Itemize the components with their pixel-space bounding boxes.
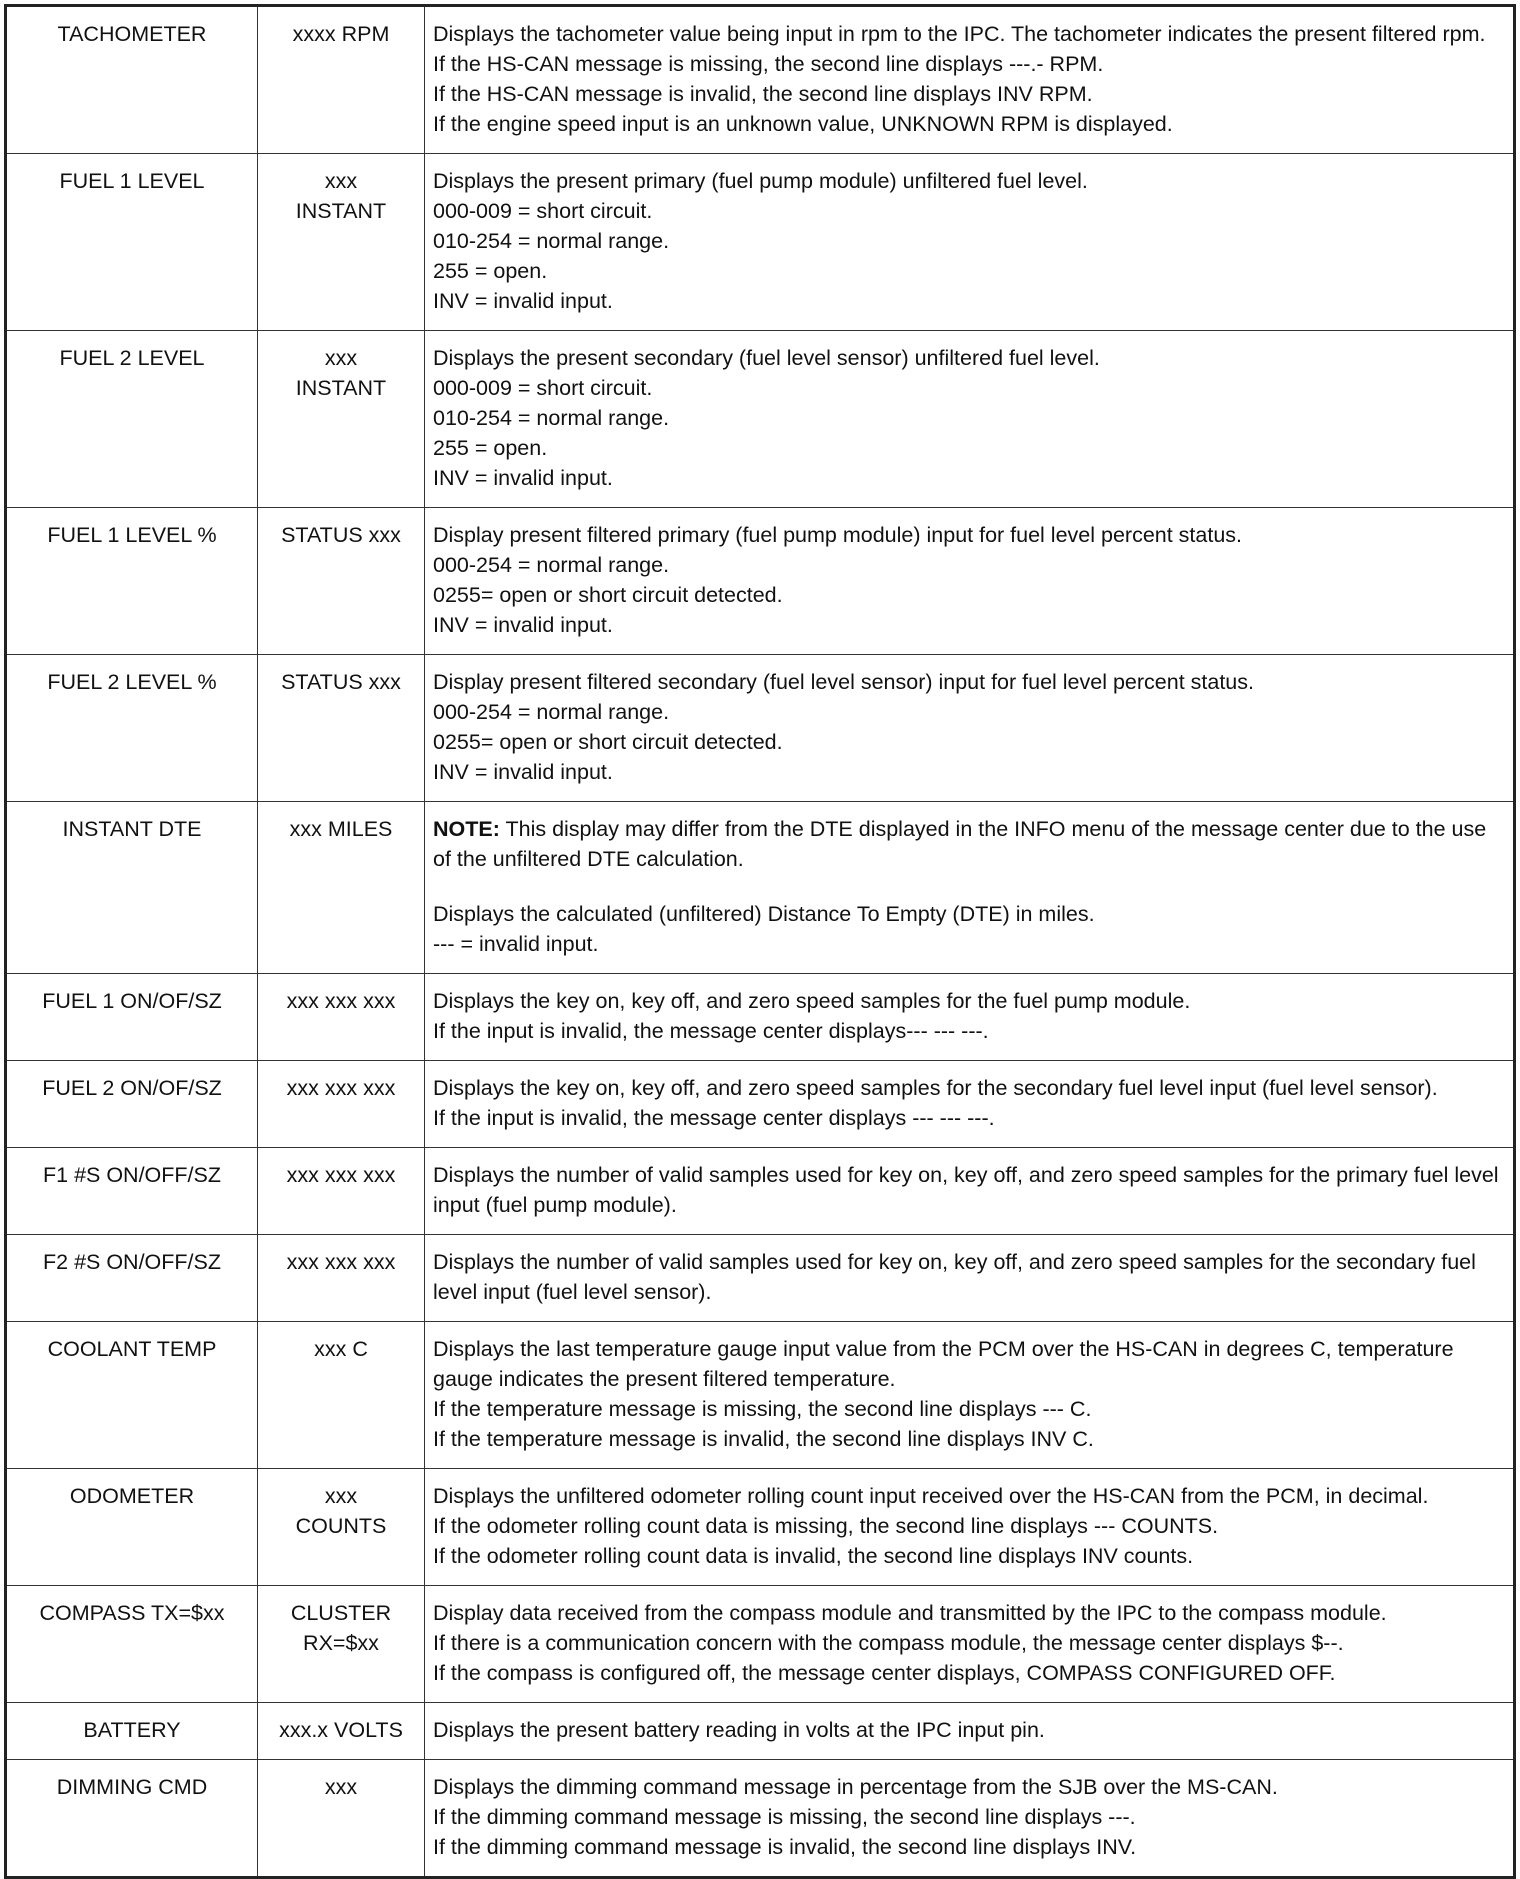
description — [425, 1235, 1515, 1322]
description-line: 0255= open or short circuit detected. — [433, 730, 783, 754]
description-line: 010-254 = normal range. — [433, 406, 670, 430]
parameter-name: COOLANT TEMP — [6, 1322, 258, 1469]
value-format — [258, 1469, 425, 1586]
description-line: Displays the dimming command message in percentage from the SJB over the MS-CAN. — [433, 1775, 1278, 1799]
value-format — [258, 1760, 425, 1878]
description-line: Display present filtered primary (fuel pump module) input for fuel level percent status. — [433, 523, 1243, 547]
description-line: If the HS-CAN message is invalid, the second line displays INV RPM. — [433, 82, 1093, 106]
description — [425, 655, 1515, 802]
description-line: If the dimming command message is invalid, the second line displays INV. — [433, 1835, 1137, 1859]
description-line: Displays the number of valid samples used for key on, key off, and zero speed samples for the secondary fuel level input (fuel level sensor). — [433, 1250, 1476, 1304]
value-format — [258, 1703, 425, 1760]
description-line: INV = invalid input. — [433, 289, 613, 313]
description-line: If the temperature message is invalid, the second line displays INV C. — [433, 1427, 1094, 1451]
value-format-line: xxx xxx xxx — [286, 1076, 396, 1100]
description-line: Displays the key on, key off, and zero speed samples for the fuel pump module. — [433, 989, 1191, 1013]
description-line: Displays the number of valid samples used for key on, key off, and zero speed samples for the primary fuel level input (fuel pump module). — [433, 1163, 1499, 1217]
parameter-name: COMPASS TX=$xx — [6, 1586, 258, 1703]
value-format — [258, 1586, 425, 1703]
value-format-line: xxx — [324, 346, 358, 370]
parameter-table — [4, 4, 1516, 1879]
value-format — [258, 1235, 425, 1322]
parameter-name: FUEL 2 LEVEL % — [6, 655, 258, 802]
description — [425, 1469, 1515, 1586]
description-line: Displays the calculated (unfiltered) Distance To Empty (DTE) in miles. — [433, 902, 1095, 926]
description-line: 000-009 = short circuit. — [433, 199, 653, 223]
parameter-name: FUEL 2 ON/OF/SZ — [6, 1061, 258, 1148]
table-row-f1-s-on-off-sz — [6, 1148, 1515, 1235]
value-format-line: xxxx RPM — [292, 22, 390, 46]
table-row-coolant-temp — [6, 1322, 1515, 1469]
table-row-tachometer — [6, 6, 1515, 154]
value-format-line: xxx xxx xxx — [286, 1250, 396, 1274]
description — [425, 1760, 1515, 1878]
description-line: INV = invalid input. — [433, 613, 613, 637]
description-line: INV = invalid input. — [433, 466, 613, 490]
description-line: If the odometer rolling count data is invalid, the second line displays INV counts. — [433, 1544, 1194, 1568]
description — [425, 331, 1515, 508]
description-line: Displays the key on, key off, and zero speed samples for the secondary fuel level input (fuel level sensor). — [433, 1076, 1438, 1100]
description-line: If there is a communication concern with the compass module, the message center displays $--. — [433, 1631, 1344, 1655]
description-line: 255 = open. — [433, 436, 548, 460]
table-row-fuel-2-level — [6, 655, 1515, 802]
parameter-table-body — [6, 6, 1515, 1878]
parameter-name: DIMMING CMD — [6, 1760, 258, 1878]
value-format — [258, 154, 425, 331]
description-line: 000-009 = short circuit. — [433, 376, 653, 400]
table-row-f2-s-on-off-sz — [6, 1235, 1515, 1322]
value-format-line: CLUSTER — [290, 1601, 392, 1625]
description-line: If the odometer rolling count data is missing, the second line displays --- COUNTS. — [433, 1514, 1219, 1538]
value-format — [258, 508, 425, 655]
parameter-name: ODOMETER — [6, 1469, 258, 1586]
description-line: 0255= open or short circuit detected. — [433, 583, 783, 607]
value-format-line: xxx xxx xxx — [286, 989, 396, 1013]
table-row-fuel-2-on-of-sz — [6, 1061, 1515, 1148]
diagnostic-table-page — [4, 4, 1513, 1879]
description-line: 000-254 = normal range. — [433, 553, 670, 577]
parameter-name: BATTERY — [6, 1703, 258, 1760]
description-line: Displays the present primary (fuel pump module) unfiltered fuel level. — [433, 169, 1088, 193]
description — [425, 1148, 1515, 1235]
value-format-line: STATUS xxx — [281, 670, 401, 694]
value-format-line: xxx MILES — [289, 817, 393, 841]
value-format — [258, 331, 425, 508]
parameter-name: FUEL 2 LEVEL — [6, 331, 258, 508]
description-line: If the HS-CAN message is missing, the second line displays ---.- RPM. — [433, 52, 1104, 76]
table-row-fuel-1-level — [6, 508, 1515, 655]
description-line: If the dimming command message is missing, the second line displays ---. — [433, 1805, 1136, 1829]
description-line: Displays the tachometer value being input in rpm to the IPC. The tachometer indicates the present filtered rpm. — [433, 22, 1486, 46]
parameter-name: F2 #S ON/OFF/SZ — [6, 1235, 258, 1322]
value-format — [258, 1322, 425, 1469]
table-row-fuel-1-on-of-sz — [6, 974, 1515, 1061]
value-format-line: STATUS xxx — [281, 523, 401, 547]
note-label: NOTE: — [433, 817, 500, 841]
table-row-instant-dte — [6, 802, 1515, 974]
parameter-name: FUEL 1 LEVEL % — [6, 508, 258, 655]
table-row-fuel-2-level — [6, 331, 1515, 508]
description-line: Displays the last temperature gauge input value from the PCM over the HS-CAN in degrees C, temperature gauge indicates the present filtered temperature. — [433, 1337, 1454, 1391]
parameter-name: TACHOMETER — [6, 6, 258, 154]
table-row-fuel-1-level — [6, 154, 1515, 331]
value-format-line: xxx xxx xxx — [286, 1163, 396, 1187]
table-row-compass-tx-xx — [6, 1586, 1515, 1703]
parameter-name: FUEL 1 ON/OF/SZ — [6, 974, 258, 1061]
value-format-line: xxx.x VOLTS — [279, 1718, 403, 1742]
note-paragraph — [433, 814, 1505, 874]
description — [425, 1322, 1515, 1469]
description-line: 255 = open. — [433, 259, 548, 283]
description-line: Display data received from the compass module and transmitted by the IPC to the compass module. — [433, 1601, 1387, 1625]
value-format — [258, 655, 425, 802]
description — [425, 802, 1515, 974]
table-row-odometer — [6, 1469, 1515, 1586]
description — [425, 1703, 1515, 1760]
table-row-dimming-cmd — [6, 1760, 1515, 1878]
value-format — [258, 1061, 425, 1148]
description-line: --- = invalid input. — [433, 932, 599, 956]
parameter-name: INSTANT DTE — [6, 802, 258, 974]
description-line: 010-254 = normal range. — [433, 229, 670, 253]
value-format-line: INSTANT — [295, 199, 387, 223]
description-line: INV = invalid input. — [433, 760, 613, 784]
value-format — [258, 1148, 425, 1235]
value-format-line: xxx — [324, 1775, 358, 1799]
description-line: 000-254 = normal range. — [433, 700, 670, 724]
table-row-battery — [6, 1703, 1515, 1760]
description — [425, 974, 1515, 1061]
description — [425, 1061, 1515, 1148]
description-line: Displays the present battery reading in volts at the IPC input pin. — [433, 1718, 1045, 1742]
description — [425, 1586, 1515, 1703]
description-line: If the engine speed input is an unknown value, UNKNOWN RPM is displayed. — [433, 112, 1173, 136]
parameter-name: FUEL 1 LEVEL — [6, 154, 258, 331]
value-format — [258, 802, 425, 974]
description-line: If the input is invalid, the message center displays--- --- ---. — [433, 1019, 989, 1043]
description-line: Displays the unfiltered odometer rolling count input received over the HS-CAN from the PCM, in decimal. — [433, 1484, 1429, 1508]
description-line: If the compass is configured off, the message center displays, COMPASS CONFIGURED OFF. — [433, 1661, 1336, 1685]
description-line: Displays the present secondary (fuel level sensor) unfiltered fuel level. — [433, 346, 1100, 370]
description-line: If the input is invalid, the message center displays --- --- ---. — [433, 1106, 995, 1130]
description — [425, 6, 1515, 154]
value-format-line: xxx — [324, 169, 358, 193]
value-format-line: COUNTS — [295, 1514, 387, 1538]
value-format-line: xxx — [324, 1484, 358, 1508]
note-text: This display may differ from the DTE displayed in the INFO menu of the message center due to the use of the unfiltered DTE calculation. — [433, 817, 1487, 871]
value-format — [258, 6, 425, 154]
description — [425, 508, 1515, 655]
value-format-line: INSTANT — [295, 376, 387, 400]
value-format — [258, 974, 425, 1061]
value-format-line: RX=$xx — [303, 1631, 379, 1655]
description-line: Display present filtered secondary (fuel level sensor) input for fuel level percent status. — [433, 670, 1254, 694]
description — [425, 154, 1515, 331]
value-format-line: xxx C — [314, 1337, 368, 1361]
parameter-name: F1 #S ON/OFF/SZ — [6, 1148, 258, 1235]
description-line: If the temperature message is missing, the second line displays --- C. — [433, 1397, 1092, 1421]
